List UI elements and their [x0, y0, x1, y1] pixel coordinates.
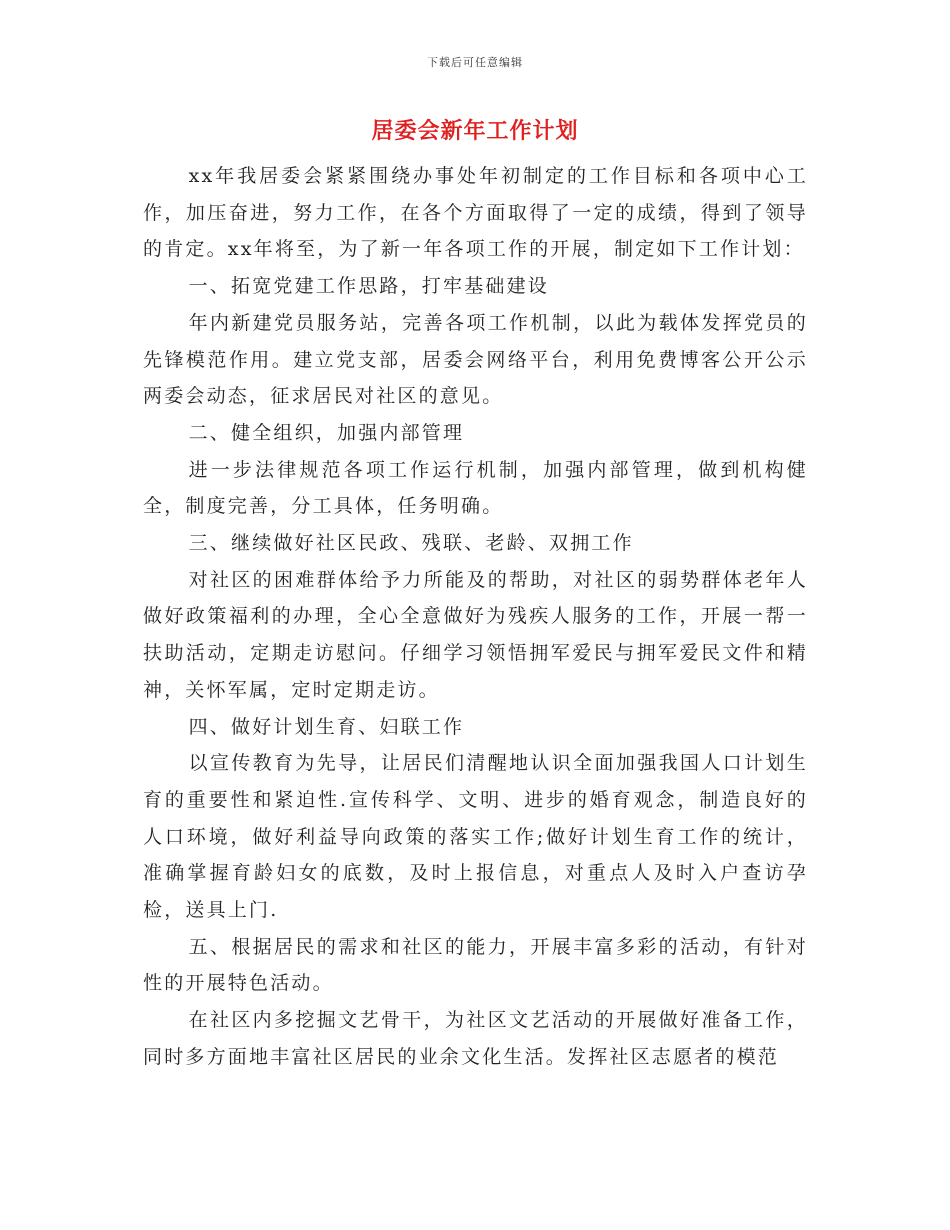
section-heading-5: 五、根据居民的需求和社区的能力，开展丰富多彩的活动，有针对性的开展特色活动。: [143, 935, 808, 995]
section-body-5: 在社区内多挖掘文艺骨干，为社区文艺活动的开展做好准备工作，同时多方面地丰富社区居民的业余文化生活。发挥社区志愿者的模范: [143, 1009, 808, 1068]
intro-paragraph: xx年我居委会紧紧围绕办事处年初制定的工作目标和各项中心工作，加压奋进，努力工作，在各个方面取得了一定的成绩，得到了领导的肯定。xx年将至，为了新一年各项工作的开展，制定如下工作计划：: [143, 165, 808, 261]
section-body-4: 以宣传教育为先导，让居民们清醒地认识全面加强我国人口计划生育的重要性和紧迫性.宣传科学、文明、进步的婚育观念，制造良好的人口环境，做好利益导向政策的落实工作;做好计划生育工作的统计，准确掌握育龄妇女的底数，及时上报信息，对重点人及时入户查访孕检，送具上门.: [143, 752, 808, 922]
section-body-1: 年内新建党员服务站，完善各项工作机制，以此为载体发挥党员的先锋模范作用。建立党支部，居委会网络平台，利用免费博客公开公示两委会动态，征求居民对社区的意见。: [143, 311, 808, 408]
document-title: 居委会新年工作计划: [371, 119, 579, 144]
section-heading-2: 二、健全组织，加强内部管理: [188, 421, 465, 444]
header-note: 下载后可任意编辑: [427, 56, 523, 69]
section-heading-1: 一、拓宽党建工作思路，打牢基础建设: [188, 275, 549, 298]
section-heading-4: 四、做好计划生育、妇联工作: [188, 715, 465, 738]
section-body-2: 进一步法律规范各项工作运行机制，加强内部管理，做到机构健全，制度完善，分工具体，任务明确。: [143, 458, 808, 518]
section-body-3: 对社区的困难群体给予力所能及的帮助，对社区的弱势群体老年人做好政策福利的办理，全心全意做好为残疾人服务的工作，开展一帮一扶助活动，定期走访慰问。仔细学习领悟拥军爱民与拥军爱民文件和精神，关怀军属，定时定期走访。: [143, 568, 808, 701]
section-heading-3: 三、继续做好社区民政、残联、老龄、双拥工作: [188, 532, 634, 555]
document-body: [143, 158, 808, 1076]
